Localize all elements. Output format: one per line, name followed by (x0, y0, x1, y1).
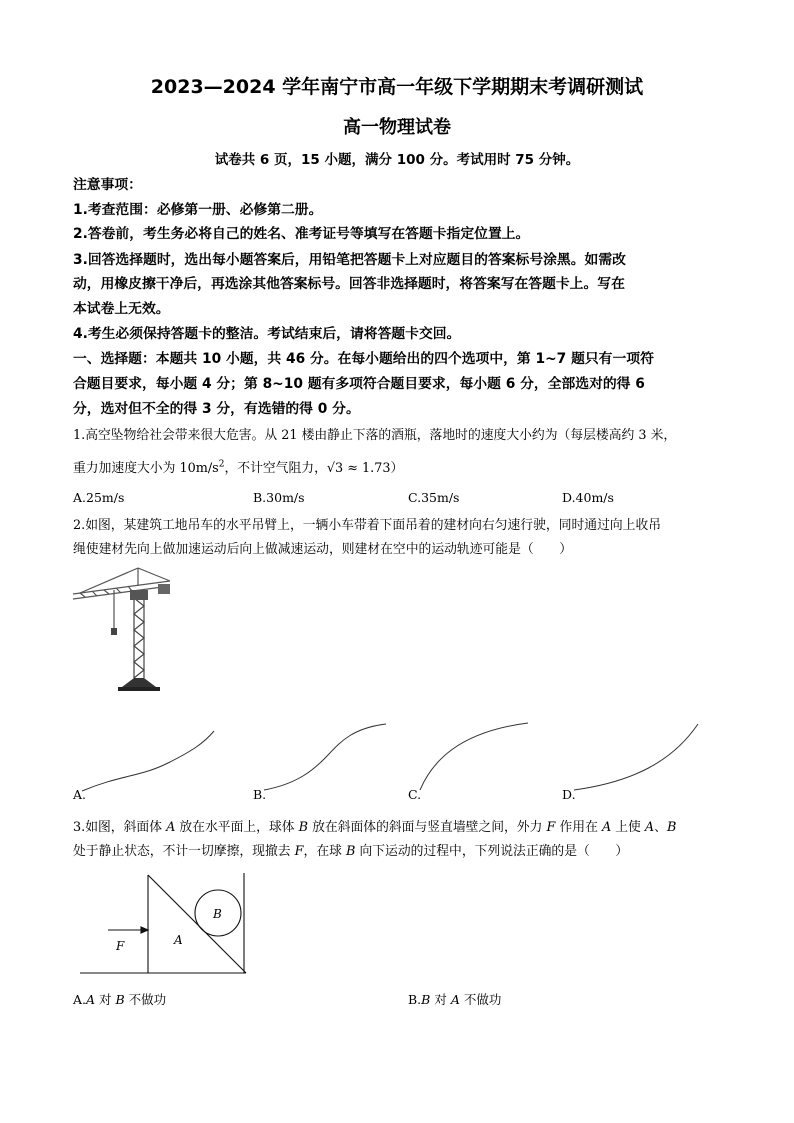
q3-text: ，在球 (303, 844, 346, 859)
q3-var-b: B (298, 820, 309, 835)
q3-line-2 (73, 840, 628, 859)
q1-line-2-text-b: ，不计空气阻力， (224, 461, 327, 476)
q3-option-a-text: 不做功 (124, 992, 167, 1007)
note-4: 4.考生必须保持答题卡的整洁。考试结束后，请将答题卡交回。 (73, 326, 461, 342)
incline-slope (148, 875, 246, 973)
q3-option-a-prefix: A. (73, 992, 87, 1007)
q2-line-2: 绳使建材先向上做加速运动后向上做减速运动，则建材在空中的运动轨迹可能是（ ） (73, 542, 573, 557)
q1-line-2 (73, 457, 403, 476)
q3-text: 向下运动的过程中，下列说法正确的是（ ） (355, 844, 629, 859)
note-3-line-1: 3.回答选择题时，选出每小题答案后，用铅笔把答题卡上对应题目的答案标号涂黑。如需改 (73, 252, 626, 268)
note-1: 1.考查范围：必修第一册、必修第二册。 (73, 202, 323, 218)
q1-option-c[interactable]: C.35m/s (408, 490, 460, 505)
trajectory-a[interactable] (80, 725, 220, 795)
q3-option-b-text: 不做功 (459, 992, 502, 1007)
q1-sqrt-expression: √3 ≈ 1.73） (326, 461, 404, 476)
q3-option-b-prefix: B. (408, 992, 422, 1007)
exam-subtitle: 高一物理试卷 (343, 117, 451, 138)
q3-text: 上使 (611, 820, 645, 835)
q3-option-b-var2: A (450, 992, 460, 1007)
note-3-line-3: 本试卷上无效。 (73, 301, 170, 317)
q3-text: 放在斜面体的斜面与竖直墙壁之间，外力 (308, 820, 547, 835)
q3-text: 处于静止状态，不计一切摩擦，现撤去 (73, 844, 295, 859)
q3-var-f: F (546, 820, 556, 835)
q3-text: 、 (654, 820, 667, 835)
notes-heading: 注意事项： (73, 177, 142, 193)
q3-var-a: A (644, 820, 655, 835)
exam-title: 2023—2024 学年南宁市高一年级下学期期末考调研测试 (150, 76, 644, 98)
q1-option-a[interactable]: A.25m/s (73, 490, 125, 505)
q2-option-c-label[interactable]: C. (408, 787, 422, 802)
section1-line-2: 合题目要求，每小题 4 分；第 8~10 题有多项符合题目要求，每小题 6 分，全部选对的得 6 (73, 376, 645, 392)
q3-var-a: A (166, 820, 176, 835)
crane-figure (70, 566, 182, 696)
incline-ball-figure (78, 868, 250, 978)
q1-line-2-text: 重力加速度大小为 10m/s (73, 461, 219, 476)
note-2: 2.答卷前，考生务必将自己的姓名、准考证号等填写在答题卡指定位置上。 (73, 226, 530, 242)
trajectory-b[interactable] (262, 720, 392, 795)
figure-label-a: A (174, 933, 183, 947)
q3-line-1 (73, 816, 676, 835)
q3-var-f: F (294, 844, 304, 859)
section1-line-3: 分，选对但不全的得 3 分，有选错的得 0 分。 (73, 401, 360, 417)
q3-var-b: B (666, 820, 677, 835)
q3-option-a-var2: B (115, 992, 125, 1007)
q3-text: 放在水平面上，球体 (175, 820, 299, 835)
q1-line-1: 1.高空坠物给社会带来很大危害。从 21 楼由静止下落的酒瓶，落地时的速度大小约为（每层楼高约 3 米， (73, 428, 677, 443)
q1-option-d[interactable]: D.40m/s (562, 490, 614, 505)
note-3-line-2: 动，用橡皮擦干净后，再选涂其他答案标号。回答非选择题时，将答案写在答题卡上。写在 (73, 276, 625, 292)
q3-text: 3.如图，斜面体 (73, 820, 167, 835)
q3-option-a-mid: 对 (95, 992, 116, 1007)
figure-label-b: B (213, 907, 222, 921)
q3-option-b-mid: 对 (430, 992, 451, 1007)
figure-label-f: F (116, 939, 125, 953)
q3-var-a: A (601, 820, 612, 835)
section1-line-1: 一、选择题：本题共 10 小题，共 46 分。在每小题给出的四个选项中，第 1~7 题只有一项符 (73, 351, 654, 367)
q3-option-a-var1: A (86, 992, 96, 1007)
q1-option-b[interactable]: B.30m/s (253, 490, 305, 505)
q2-option-a-label[interactable]: A. (73, 787, 87, 802)
exam-info: 试卷共 6 页，15 小题，满分 100 分。考试用时 75 分钟。 (214, 152, 580, 168)
trajectory-d[interactable] (572, 720, 702, 795)
q3-option-a[interactable] (73, 990, 166, 1008)
q3-text: 作用在 (555, 820, 602, 835)
q1-superscript: 2 (218, 459, 225, 470)
q2-option-d-label[interactable]: D. (562, 787, 576, 802)
q3-option-b[interactable] (408, 990, 501, 1008)
q3-var-b: B (345, 844, 356, 859)
q3-option-b-var1: B (421, 992, 431, 1007)
trajectory-c[interactable] (418, 718, 533, 794)
q2-line-1: 2.如图，某建筑工地吊车的水平吊臂上，一辆小车带着下面吊着的建材向右匀速行驶，同时通过向上收吊 (73, 518, 662, 533)
q2-option-b-label[interactable]: B. (253, 787, 267, 802)
